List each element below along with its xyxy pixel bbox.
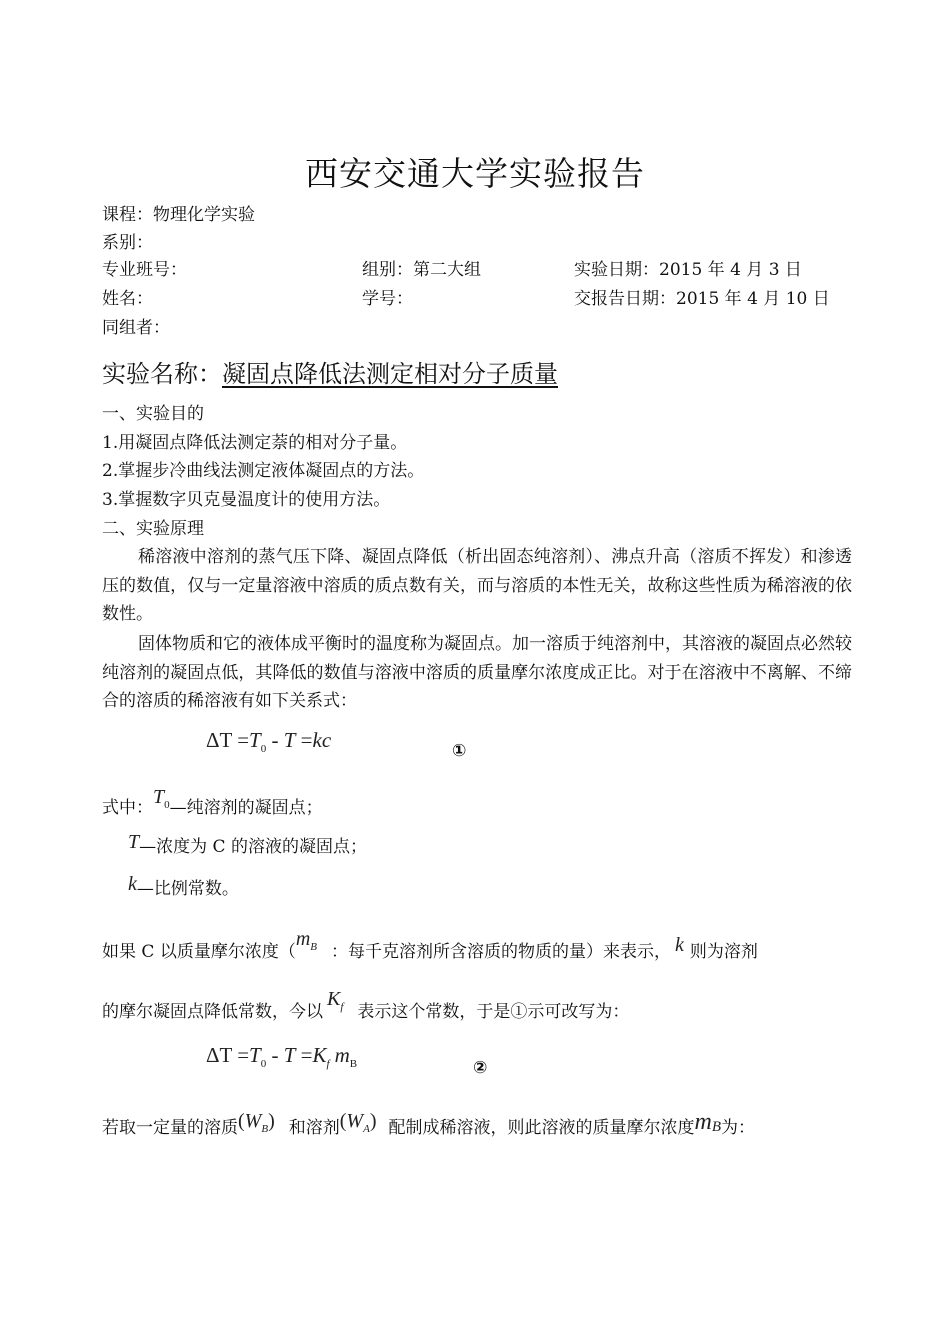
eq1-t: T xyxy=(283,728,296,752)
eq2-mb: m xyxy=(334,1043,350,1067)
objective-item: 2.掌握步冷曲线法测定液体凝固点的方法。 xyxy=(102,461,425,481)
experiment-date-field: 实验日期：2015 年 4 月 3 日 xyxy=(574,260,802,280)
eq2-t0-sub: 0 xyxy=(260,1058,267,1070)
objective-item: 1.用凝固点降低法测定萘的相对分子量。 xyxy=(102,433,408,453)
wa-symbol: W xyxy=(346,1110,364,1132)
wb-symbol: W xyxy=(244,1110,262,1132)
equation-1-number: ① xyxy=(452,741,467,761)
definition-t0 xyxy=(102,786,323,825)
student-id-field: 学号： xyxy=(362,289,413,309)
experiment-name xyxy=(102,354,558,389)
equation-2-number: ② xyxy=(473,1058,488,1078)
eq1-t0: T xyxy=(249,728,261,752)
solution-paragraph: 若取一定量的溶质$(W_B)$ 和溶剂$(W_A)$ 配制成稀溶液，则此溶液的质量摩尔浓度mB为： xyxy=(102,1109,756,1138)
eq1-rhs: kc xyxy=(312,728,332,752)
kf-symbol-sub: f xyxy=(340,1001,344,1013)
experiment-name-value: 凝固点降低法测定相对分子质量 xyxy=(222,360,558,388)
k-definition: —比例常数。 xyxy=(136,879,239,899)
eq1-t0-sub: 0 xyxy=(260,743,267,755)
eq2-t0: T xyxy=(249,1043,261,1067)
mb-symbol-large: m xyxy=(694,1109,712,1135)
class-number-field: 专业班号： xyxy=(102,260,187,280)
molality-paragraph-line-2: 的摩尔凝固点降低常数，今以$K^f$ 表示这个常数，于是①示可改写为： xyxy=(102,988,630,1022)
name-field: 姓名： xyxy=(102,289,153,309)
t0-symbol-sub: 0 xyxy=(164,799,170,811)
wa-symbol-sub: A xyxy=(363,1123,370,1135)
wb-symbol-sub: B xyxy=(261,1123,269,1135)
definition-k xyxy=(128,873,239,899)
partners-field: 同组者： xyxy=(102,318,170,338)
t-definition: —浓度为 C 的溶液的凝固点； xyxy=(139,837,367,857)
objective-item: 3.掌握数字贝克曼温度计的使用方法。 xyxy=(102,490,391,510)
molality-paragraph-line-1: 如果 C 以质量摩尔浓度（$m^B$ ：每千克溶剂所含溶质的物质的量）来表示， k 则为溶剂 xyxy=(102,928,758,962)
eq2-kf: K xyxy=(312,1043,327,1067)
principle-paragraph-1: 稀溶液中溶剂的蒸气压下降、凝固点降低（析出固态纯溶剂）、沸点升高（溶质不挥发）和渗透压的数值，仅与一定量溶液中溶质的质点数有关，而与溶质的本性无关，故称这些性质为稀溶液的依数性。 xyxy=(102,547,852,624)
eq2-mb-sub: B xyxy=(349,1058,358,1070)
report-title: 西安交通大学实验报告 xyxy=(305,154,645,193)
section-heading-principle: 二、实验原理 xyxy=(102,519,204,539)
report-date-field: 交报告日期：2015 年 4 月 10 日 xyxy=(574,289,830,309)
t0-symbol: T xyxy=(153,786,165,808)
definitions-prefix: 式中： xyxy=(102,798,153,818)
kf-symbol: K xyxy=(327,988,341,1010)
section-heading-objectives: 一、实验目的 xyxy=(102,404,204,424)
t-symbol: T xyxy=(128,831,140,853)
definition-t xyxy=(128,831,367,857)
mb-symbol-large-sub: B xyxy=(711,1119,722,1135)
eq2-kf-sub: f xyxy=(326,1058,330,1070)
eq2-lhs: ΔT xyxy=(206,1043,232,1067)
k-symbol: k xyxy=(128,873,137,895)
mb-symbol: m xyxy=(295,928,311,950)
equation-1: $\Delta T =T_0 - T =kc$ xyxy=(206,728,332,755)
group-field: 组别：第二大组 xyxy=(362,260,481,280)
eq2-t: T xyxy=(283,1043,296,1067)
mb-symbol-sub: B xyxy=(310,941,318,953)
t0-definition: —纯溶剂的凝固点； xyxy=(169,798,323,818)
equation-2: $\Delta T =T_0 - T =K_f$ $m_B$ xyxy=(206,1043,358,1070)
experiment-name-label: 实验名称： xyxy=(102,360,222,388)
department-field: 系别： xyxy=(102,233,153,253)
k-symbol-inline: k xyxy=(675,934,684,956)
eq1-lhs: ΔT xyxy=(206,728,232,752)
course-field: 课程：物理化学实验 xyxy=(102,205,255,225)
principle-paragraph-2: 固体物质和它的液体成平衡时的温度称为凝固点。加一溶质于纯溶剂中，其溶液的凝固点必然较纯溶剂的凝固点低，其降低的数值与溶液中溶质的质量摩尔浓度成正比。对于在溶液中不离解、不缔合的溶质的稀溶液有如下关系式： xyxy=(102,634,852,711)
